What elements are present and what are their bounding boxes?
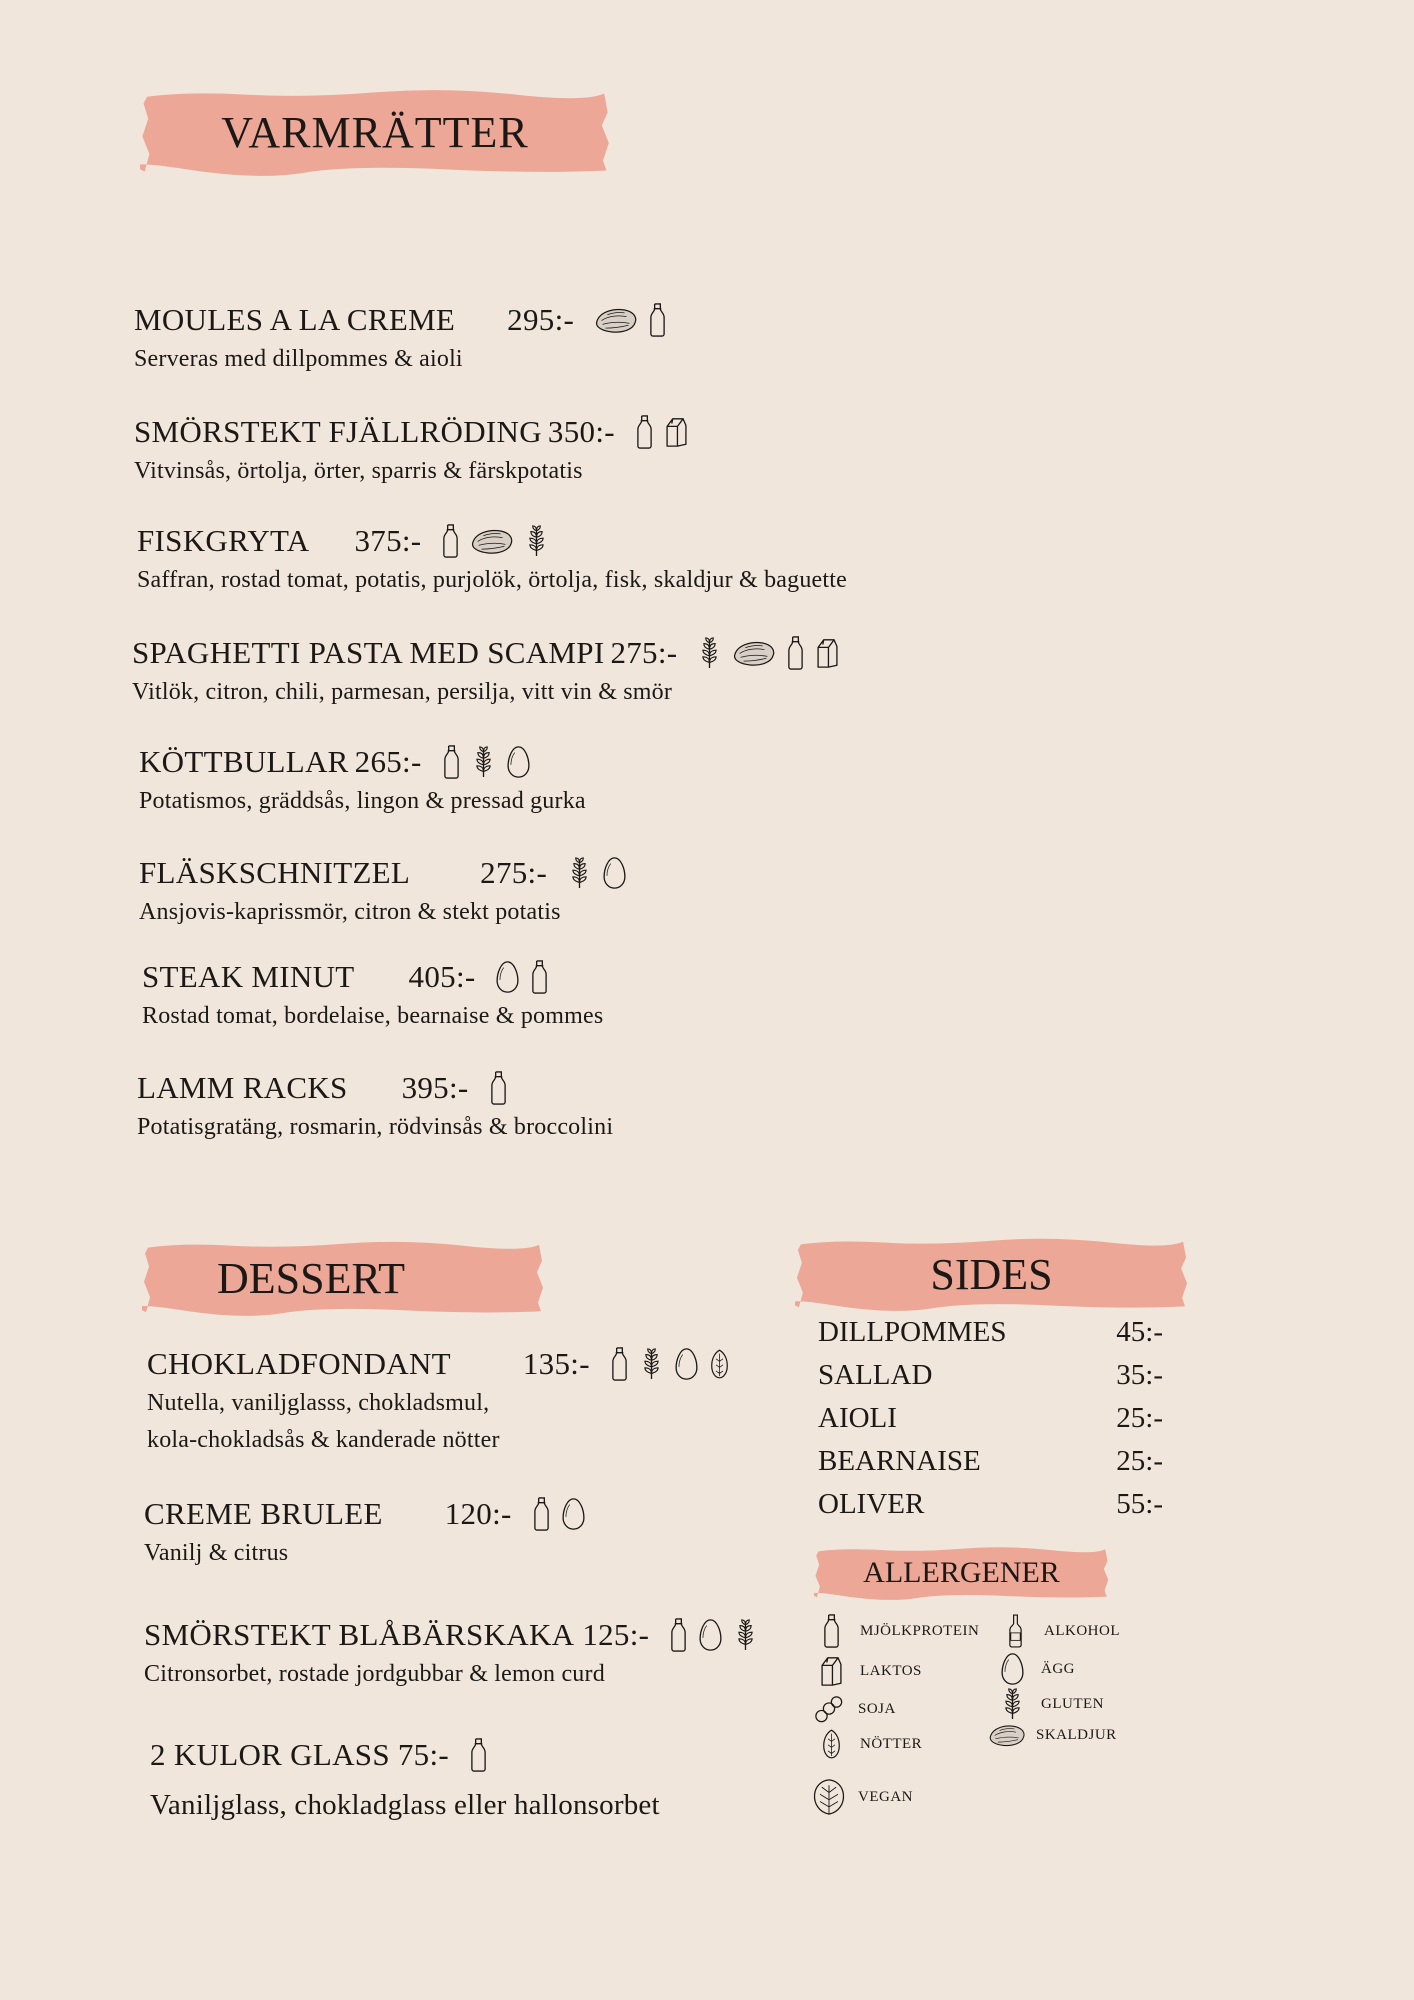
allergen-icons bbox=[442, 745, 531, 779]
menu-item-description: Citronsorbet, rostade jordgubbar & lemon curd bbox=[144, 1661, 605, 1687]
allergen-legend-item bbox=[812, 1655, 922, 1687]
allergen-legend-label: ALKOHOL bbox=[1044, 1622, 1120, 1639]
menu-item-header bbox=[132, 633, 840, 673]
allergen-icons bbox=[441, 524, 549, 558]
menu-item-name: CREME BRULEE bbox=[144, 1496, 383, 1531]
menu-item bbox=[134, 300, 667, 373]
menu-item-price: 375:- bbox=[354, 523, 422, 558]
menu-item-description: Serveras med dillpommes & aioli bbox=[134, 346, 463, 372]
side-item-name: AIOLI bbox=[818, 1402, 897, 1434]
menu-item-description: Vitlök, citron, chili, parmesan, persilja, vitt vin & smör bbox=[132, 679, 673, 705]
milk-bottle-icon bbox=[532, 1497, 551, 1531]
menu-item-name: FISKGRYTA bbox=[137, 523, 310, 558]
wheat-icon bbox=[471, 746, 496, 778]
egg-icon bbox=[698, 1618, 723, 1652]
sides-title: SIDES bbox=[930, 1249, 1053, 1299]
milk-bottle-icon bbox=[530, 960, 549, 994]
allergen-icons bbox=[495, 960, 549, 994]
allergen-icons bbox=[635, 415, 689, 449]
egg-icon bbox=[1000, 1652, 1025, 1686]
menu-item-header bbox=[144, 1494, 586, 1534]
menu-item-price: 135:- bbox=[522, 1346, 590, 1381]
soy-icon bbox=[814, 1695, 844, 1724]
allergen-legend-label: LAKTOS bbox=[860, 1662, 922, 1679]
allergen-legend-item bbox=[810, 1695, 896, 1724]
menu-item-name: SPAGHETTI PASTA MED SCAMPI bbox=[132, 635, 605, 670]
milk-bottle-icon bbox=[822, 1614, 841, 1648]
allergen-legend-icon bbox=[996, 1614, 1034, 1648]
shellfish-icon bbox=[732, 639, 776, 668]
allergen-icons bbox=[697, 636, 840, 670]
wheat-icon bbox=[567, 857, 592, 889]
side-item bbox=[818, 1316, 1163, 1349]
menu-item bbox=[144, 1494, 586, 1567]
allergen-legend-label: VEGAN bbox=[858, 1788, 913, 1805]
allergen-legend-icon bbox=[812, 1655, 850, 1687]
allergen-icons bbox=[610, 1347, 730, 1381]
menu-item-header bbox=[139, 853, 627, 893]
shellfish-icon bbox=[594, 306, 638, 335]
menu-item-header bbox=[137, 1068, 613, 1108]
allergen-legend-label: NÖTTER bbox=[860, 1735, 923, 1752]
allergen-legend-label: SOJA bbox=[858, 1701, 896, 1717]
allergen-legend-label: GLUTEN bbox=[1041, 1695, 1104, 1712]
allergen-legend-item bbox=[812, 1728, 922, 1760]
allergen-legend-item bbox=[996, 1614, 1120, 1648]
menu-item-description-line2: kola-chokladsås & kanderade nötter bbox=[147, 1427, 500, 1453]
side-item-name: BEARNAISE bbox=[818, 1445, 981, 1477]
wheat-icon bbox=[524, 525, 549, 557]
main-title: VARMRÄTTER bbox=[221, 107, 529, 157]
menu-item bbox=[139, 853, 627, 926]
menu-item-price: 75:- bbox=[397, 1737, 450, 1772]
sides-title-banner bbox=[795, 1237, 1188, 1311]
menu-item bbox=[139, 742, 586, 815]
allergen-legend-item bbox=[993, 1688, 1104, 1720]
menu-item-name: SMÖRSTEKT BLÅBÄRSKAKA bbox=[144, 1617, 575, 1652]
side-item-name: SALLAD bbox=[818, 1359, 933, 1391]
menu-item-name: KÖTTBULLAR bbox=[139, 744, 349, 779]
menu-item-price: 120:- bbox=[444, 1496, 512, 1531]
menu-item bbox=[134, 412, 689, 485]
allergen-legend-icon bbox=[812, 1614, 850, 1648]
side-item-price: 25:- bbox=[1116, 1445, 1163, 1477]
side-item bbox=[818, 1359, 1163, 1392]
menu-item-price: 395:- bbox=[401, 1070, 469, 1105]
allergen-icons bbox=[567, 856, 627, 890]
side-item-price: 25:- bbox=[1116, 1402, 1163, 1434]
milk-bottle-icon bbox=[786, 636, 805, 670]
shellfish-icon bbox=[988, 1722, 1026, 1749]
shellfish-icon bbox=[470, 527, 514, 556]
main-title-banner bbox=[140, 88, 610, 176]
allergen-icons bbox=[489, 1071, 508, 1105]
milk-bottle-icon bbox=[669, 1618, 688, 1652]
menu-item-name: STEAK MINUT bbox=[142, 959, 355, 994]
allergen-icons bbox=[669, 1618, 758, 1652]
allergen-legend-icon bbox=[812, 1728, 850, 1760]
side-item-price: 35:- bbox=[1116, 1359, 1163, 1391]
menu-item-description: Rostad tomat, bordelaise, bearnaise & pommes bbox=[142, 1003, 604, 1029]
menu-item-name: CHOKLADFONDANT bbox=[147, 1346, 451, 1381]
allergen-legend-item bbox=[993, 1652, 1075, 1686]
allergen-legend-item bbox=[812, 1614, 979, 1648]
menu-item-name: 2 KULOR GLASS bbox=[150, 1737, 390, 1772]
allergen-legend-label: MJÖLKPROTEIN bbox=[860, 1622, 980, 1639]
nut-icon bbox=[821, 1728, 842, 1760]
lettuce-icon bbox=[811, 1778, 847, 1816]
menu-item-description: Ansjovis-kaprissmör, citron & stekt potatis bbox=[139, 899, 561, 925]
menu-item-price: 125:- bbox=[582, 1617, 650, 1652]
menu-item bbox=[147, 1344, 730, 1454]
menu-item-header bbox=[150, 1735, 660, 1775]
side-item-name: OLIVER bbox=[818, 1488, 925, 1520]
menu-item-header bbox=[139, 742, 586, 782]
menu-item-price: 275:- bbox=[610, 635, 678, 670]
allergen-legend-label: SKALDJUR bbox=[1036, 1727, 1117, 1743]
allergen-legend-icon bbox=[993, 1652, 1031, 1686]
menu-item-description: Vaniljglass, chokladglass eller hallonsorbet bbox=[150, 1789, 660, 1821]
wheat-icon bbox=[1000, 1688, 1025, 1720]
milk-carton-icon bbox=[819, 1655, 844, 1687]
menu-item-name: LAMM RACKS bbox=[137, 1070, 348, 1105]
milk-bottle-icon bbox=[635, 415, 654, 449]
side-item bbox=[818, 1488, 1163, 1521]
egg-icon bbox=[495, 960, 520, 994]
allergen-legend-icon bbox=[810, 1695, 848, 1724]
wheat-icon bbox=[697, 637, 722, 669]
menu-item-description: Saffran, rostad tomat, potatis, purjolök, örtolja, fisk, skaldjur & baguette bbox=[137, 567, 847, 593]
milk-bottle-icon bbox=[442, 745, 461, 779]
allergen-legend-icon bbox=[810, 1778, 848, 1816]
wheat-icon bbox=[733, 1619, 758, 1651]
allergen-title: ALLERGENER bbox=[863, 1556, 1060, 1589]
menu-item-price: 295:- bbox=[507, 302, 575, 337]
menu-item-name: SMÖRSTEKT FJÄLLRÖDING bbox=[134, 414, 542, 449]
milk-carton-icon bbox=[664, 416, 689, 448]
menu-item-description: Potatisgratäng, rosmarin, rödvinsås & broccolini bbox=[137, 1114, 614, 1140]
menu-item-description: Vanilj & citrus bbox=[144, 1540, 289, 1566]
menu-item-price: 265:- bbox=[354, 744, 422, 779]
side-item bbox=[818, 1445, 1163, 1478]
menu-item bbox=[137, 1068, 613, 1141]
alcohol-bottle-icon bbox=[1008, 1614, 1023, 1648]
allergen-legend-icon bbox=[993, 1688, 1031, 1720]
egg-icon bbox=[602, 856, 627, 890]
menu-item-name: FLÄSKSCHNITZEL bbox=[139, 855, 411, 890]
wheat-icon bbox=[639, 1348, 664, 1380]
menu-item-header bbox=[147, 1344, 730, 1384]
menu-item-price: 350:- bbox=[547, 414, 615, 449]
allergen-icons bbox=[469, 1738, 488, 1772]
menu-item-description: Vitvinsås, örtolja, örter, sparris & färskpotatis bbox=[134, 458, 583, 484]
menu-item bbox=[150, 1735, 660, 1822]
menu-item-price: 275:- bbox=[480, 855, 548, 890]
allergen-title-banner bbox=[814, 1546, 1109, 1600]
menu-item-header bbox=[142, 957, 603, 997]
menu-item-header bbox=[134, 412, 689, 452]
dessert-title-banner bbox=[142, 1240, 544, 1316]
menu-item bbox=[132, 633, 840, 706]
menu-item-header bbox=[137, 521, 847, 561]
menu-item bbox=[137, 521, 847, 594]
menu-item-description: Potatismos, gräddsås, lingon & pressad gurka bbox=[139, 788, 586, 814]
allergen-icons bbox=[594, 303, 667, 337]
dessert-title: DESSERT bbox=[217, 1253, 406, 1303]
allergen-icons bbox=[532, 1497, 586, 1531]
menu-item-description: Nutella, vaniljglasss, chokladsmul, bbox=[147, 1390, 490, 1416]
milk-bottle-icon bbox=[489, 1071, 508, 1105]
side-item bbox=[818, 1402, 1163, 1435]
egg-icon bbox=[561, 1497, 586, 1531]
allergen-legend-item bbox=[988, 1722, 1117, 1749]
milk-bottle-icon bbox=[648, 303, 667, 337]
allergen-legend-item bbox=[810, 1778, 913, 1816]
milk-bottle-icon bbox=[469, 1738, 488, 1772]
side-item-name: DILLPOMMES bbox=[818, 1316, 1007, 1348]
menu-item-header bbox=[134, 300, 667, 340]
milk-carton-icon bbox=[815, 637, 840, 669]
allergen-legend-label: ÄGG bbox=[1041, 1660, 1075, 1677]
menu-item-header bbox=[144, 1615, 758, 1655]
allergen-legend-icon bbox=[988, 1722, 1026, 1749]
milk-bottle-icon bbox=[610, 1347, 629, 1381]
egg-icon bbox=[506, 745, 531, 779]
menu-item-name: MOULES A LA CREME bbox=[134, 302, 456, 337]
milk-bottle-icon bbox=[441, 524, 460, 558]
nut-icon bbox=[709, 1348, 730, 1380]
side-item-price: 45:- bbox=[1116, 1316, 1163, 1348]
menu-item-price: 405:- bbox=[408, 959, 476, 994]
menu-item bbox=[142, 957, 603, 1030]
egg-icon bbox=[674, 1347, 699, 1381]
menu-item bbox=[144, 1615, 758, 1688]
side-item-price: 55:- bbox=[1116, 1488, 1163, 1520]
